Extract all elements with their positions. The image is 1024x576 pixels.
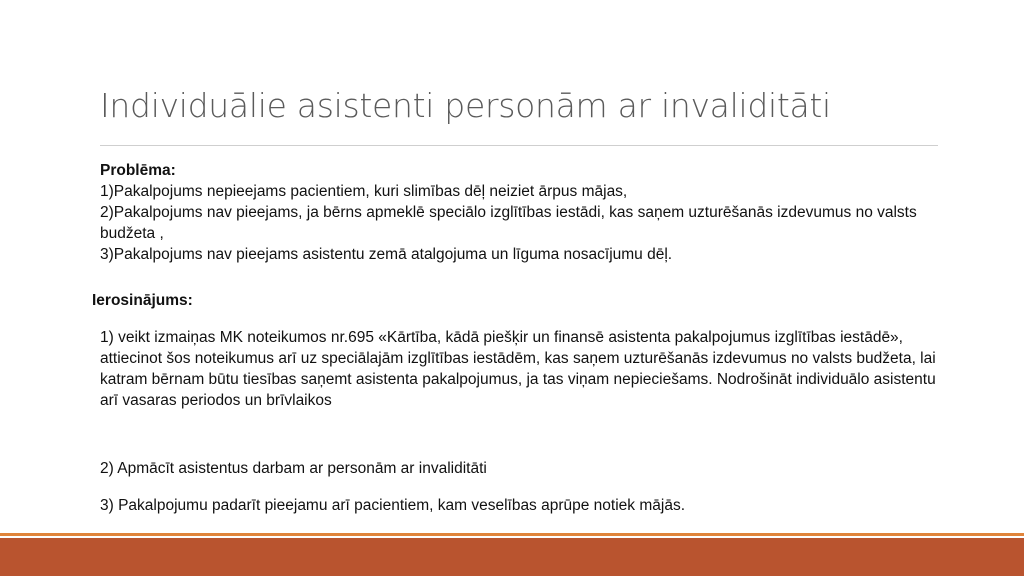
slide-title: Individuālie asistenti personām ar invaliditāti xyxy=(100,86,831,125)
proposal-item-1: 1) veikt izmaiņas MK noteikumos nr.695 «Kārtība, kādā piešķir un finansē asistenta pakalpojumus izglītības iestādē», attiecinot šos noteikumus arī uz speciālajām izglītības iestādēm, kas saņem uzturēšanās izdevumus no valsts budžeta, lai katram bērnam būtu tiesības saņemt asistenta pakalpojumus, ja tas viņam nepieciešams. Nodrošināt individuālo asistentu arī vasaras periodos un brīvlaikos xyxy=(100,329,936,409)
footer-accent-line xyxy=(0,533,1024,536)
problem-section xyxy=(100,160,950,265)
problem-line-1: 1)Pakalpojums nepieejams pacientiem, kuri slimības dēļ neiziet ārpus mājas, xyxy=(100,183,628,200)
problem-line-3: 3)Pakalpojums nav pieejams asistentu zemā atalgojuma un līguma nosacījumu dēļ. xyxy=(100,246,673,263)
proposal-label: Ierosinājums: xyxy=(92,292,193,309)
title-divider xyxy=(100,145,938,146)
proposal-item-3: 3) Pakalpojumu padarīt pieejamu arī pacientiem, kam veselības aprūpe notiek mājās. xyxy=(100,497,686,514)
proposal-item-2: 2) Apmācīt asistentus darbam ar personām ar invaliditāti xyxy=(100,460,487,477)
problem-line-2: 2)Pakalpojums nav pieejams, ja bērns apmeklē speciālo izglītības iestādi, kas saņem uzturēšanās izdevumus no valsts budžeta , xyxy=(100,204,917,242)
problem-label: Problēma: xyxy=(100,162,176,179)
footer-band xyxy=(0,538,1024,576)
